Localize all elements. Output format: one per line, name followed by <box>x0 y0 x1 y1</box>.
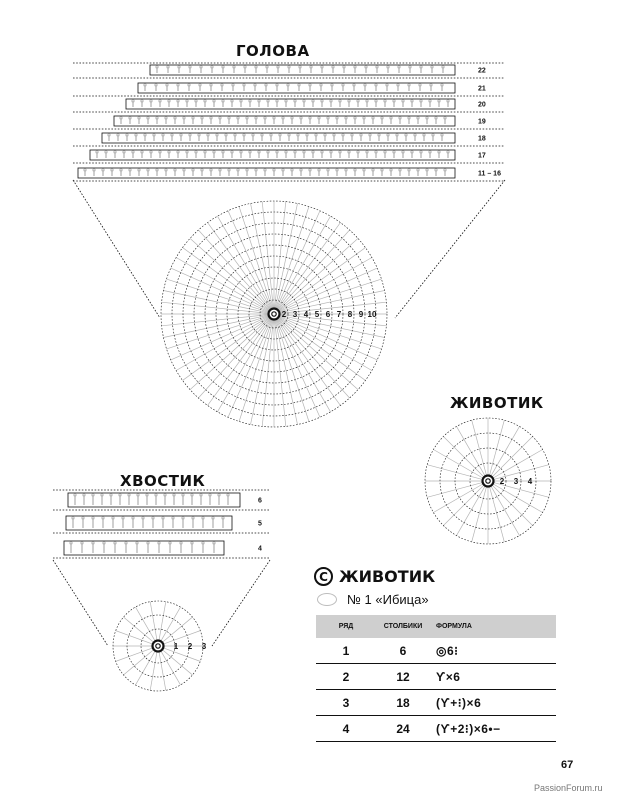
round-number: 3 <box>513 477 519 486</box>
col-formula: ФОРМУЛА <box>430 615 556 638</box>
table-row <box>316 638 556 664</box>
page-number: 67 <box>561 759 574 771</box>
stitch-spoke <box>492 450 542 479</box>
row-number: 11 – 16 <box>478 170 501 178</box>
tail-diagram <box>53 490 270 691</box>
row-band <box>66 516 232 530</box>
belly-title: ЖИВОТИК <box>450 394 544 412</box>
round-number: 1 <box>173 642 179 651</box>
round-number: 2 <box>281 310 287 319</box>
stitch-spoke <box>161 650 181 685</box>
stitch-spoke <box>162 302 269 313</box>
stitch-spoke <box>262 202 273 309</box>
stitch-spoke <box>457 485 486 535</box>
head-title: ГОЛОВА <box>236 42 310 60</box>
magic-ring-icon <box>272 312 276 316</box>
stitch-spoke <box>150 602 157 641</box>
round-number: 9 <box>358 310 364 319</box>
row-number: 17 <box>478 152 486 160</box>
projection-line <box>212 560 270 646</box>
row-number: 20 <box>478 101 486 109</box>
yarn-swatch-icon <box>317 593 337 606</box>
stitch-spoke <box>443 485 484 526</box>
head-diagram <box>73 63 505 427</box>
row-number: 1 <box>316 638 376 664</box>
stitch-spoke <box>136 650 156 685</box>
row-number: 21 <box>478 85 486 93</box>
site-watermark: PassionForum.ru <box>534 783 603 793</box>
row-number: 19 <box>478 118 486 126</box>
stitch-count: 18 <box>376 690 430 716</box>
col-stitches: СТОЛБИКИ <box>376 615 430 638</box>
round-number: 4 <box>527 477 533 486</box>
round-number: 3 <box>292 310 298 319</box>
formula: (ϒ+⁝)×6 <box>430 690 556 716</box>
stitch-spoke <box>275 202 286 309</box>
stitch-spoke <box>161 607 181 642</box>
section-c-header <box>314 567 435 586</box>
table-header-row <box>316 615 556 638</box>
row-number: 4 <box>316 716 376 742</box>
stitch-count: 12 <box>376 664 430 690</box>
stitch-spoke <box>433 450 483 479</box>
stitch-count: 24 <box>376 716 430 742</box>
round-number: 2 <box>187 642 193 651</box>
row-band <box>90 150 455 160</box>
stitch-spoke <box>492 485 533 526</box>
projection-line <box>53 560 108 646</box>
round-number: 8 <box>347 310 353 319</box>
stitch-spoke <box>491 485 520 535</box>
round-number: 5 <box>314 310 320 319</box>
table-row <box>316 664 556 690</box>
col-row: РЯД <box>316 615 376 638</box>
projection-line <box>395 180 505 318</box>
stitch-spoke <box>150 651 157 690</box>
stitch-spoke <box>136 607 156 642</box>
round-number: 4 <box>303 310 309 319</box>
belly-diagram <box>425 418 551 544</box>
projection-line <box>73 180 160 318</box>
row-number: 5 <box>258 520 262 528</box>
stitch-spoke <box>457 426 486 476</box>
stitch-spoke <box>443 436 484 477</box>
stitch-spoke <box>492 436 533 477</box>
formula: ϒ×6 <box>430 664 556 690</box>
row-number: 3 <box>316 690 376 716</box>
pattern-table <box>316 615 556 742</box>
stitch-count: 6 <box>376 638 430 664</box>
stitch-spoke <box>159 651 166 690</box>
row-number: 4 <box>258 545 262 553</box>
magic-ring-icon <box>153 641 164 652</box>
row-number: 22 <box>478 67 486 75</box>
round-number: 2 <box>499 477 505 486</box>
magic-ring-icon <box>269 309 280 320</box>
stitch-spoke <box>491 426 520 476</box>
stitch-spoke <box>275 319 286 426</box>
stitch-spoke <box>433 484 483 513</box>
stitch-spoke <box>159 602 166 641</box>
row-number: 2 <box>316 664 376 690</box>
table-row <box>316 690 556 716</box>
round-number: 10 <box>367 310 377 319</box>
stitch-spoke <box>162 315 269 326</box>
round-number: 7 <box>336 310 342 319</box>
row-number: 18 <box>478 135 486 143</box>
yarn-info <box>317 592 429 607</box>
yarn-label: № 1 «Ибица» <box>347 592 429 607</box>
row-band <box>64 541 224 555</box>
round-number: 6 <box>325 310 331 319</box>
stitch-spoke <box>489 420 504 476</box>
row-band <box>138 83 455 93</box>
section-title: ЖИВОТИК <box>339 567 436 586</box>
magic-ring-icon <box>156 644 160 648</box>
round-number: 3 <box>201 642 207 651</box>
stitch-spoke <box>262 319 273 426</box>
row-band <box>126 99 455 109</box>
formula: ◎6⁝ <box>430 638 556 664</box>
section-badge: C <box>314 567 333 586</box>
row-number: 6 <box>258 497 262 505</box>
magic-ring-icon <box>486 479 490 483</box>
magic-ring-icon <box>483 476 494 487</box>
formula: (ϒ+2⁝)×6•− <box>430 716 556 742</box>
table-row <box>316 716 556 742</box>
stitch-spoke <box>492 484 542 513</box>
tail-title: ХВОСТИК <box>120 472 206 490</box>
